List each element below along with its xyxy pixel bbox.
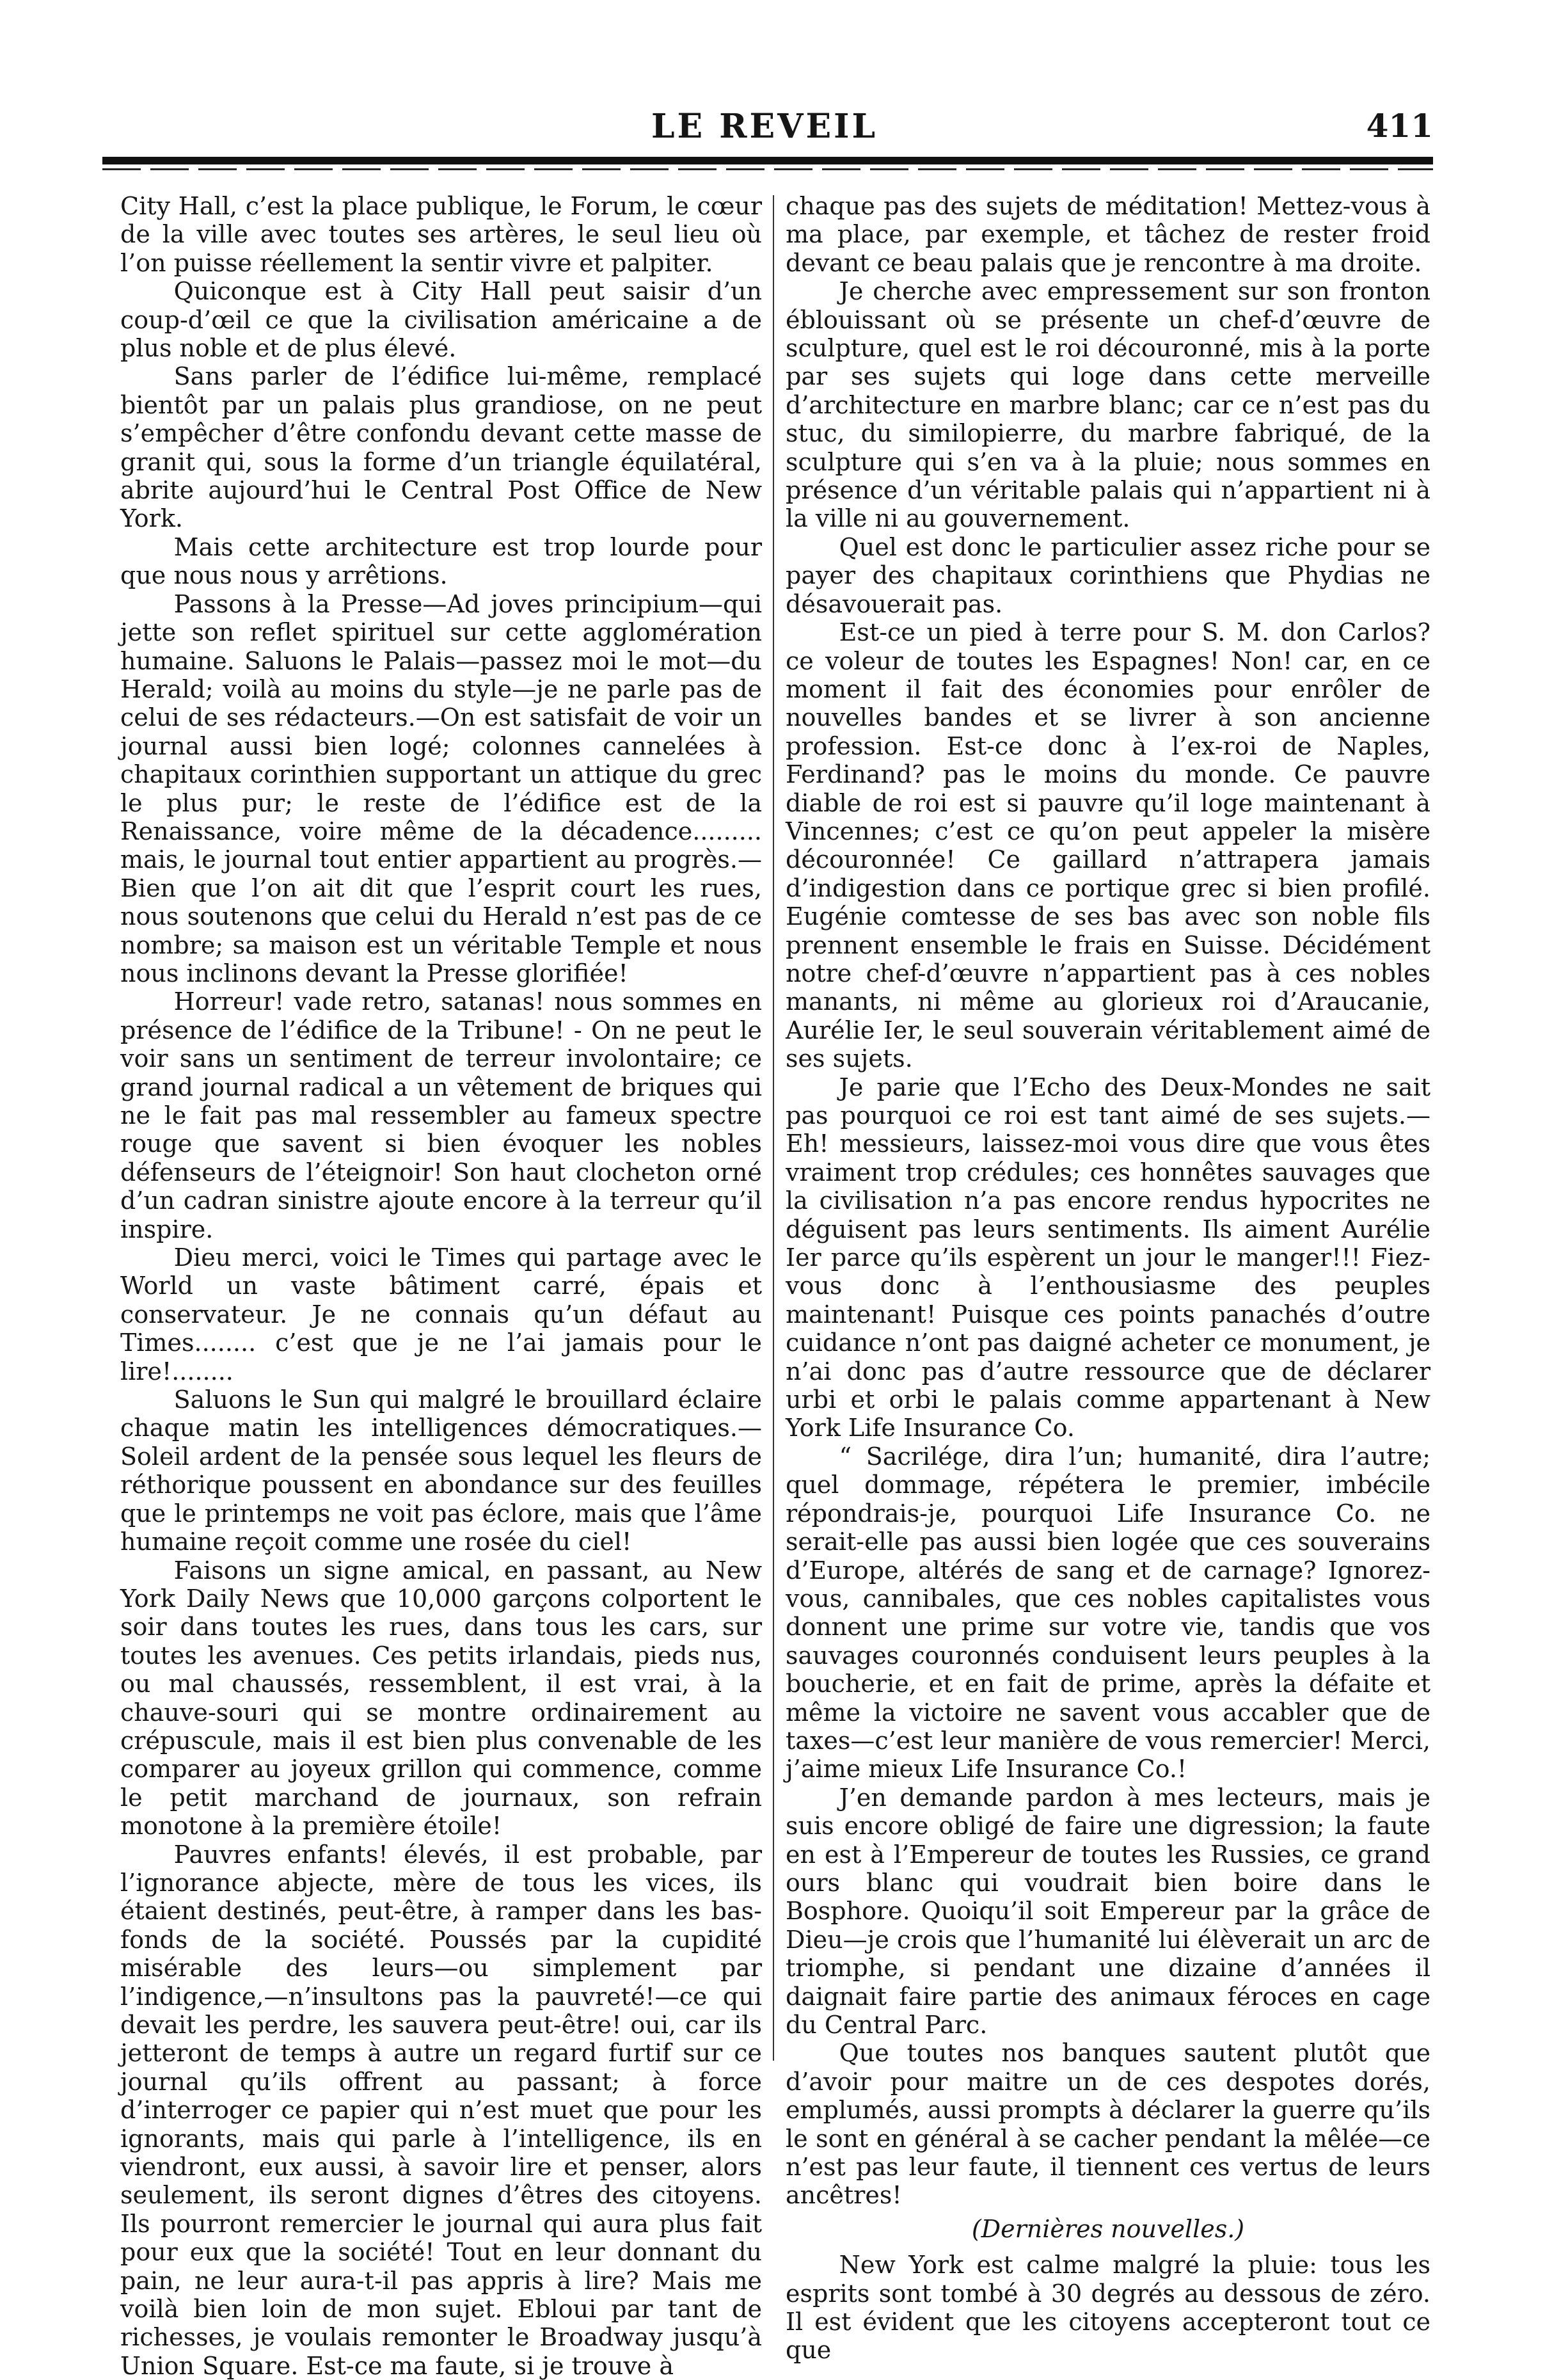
paragraph: “ Sacrilége, dira l’un; humanité, dira l’autre; quel dommage, répétera le premier, imbécile répondrais-je, pourquoi Life Insurance Co. ne serait-elle pas aussi bien logée que ces souverains d’Europe, altérés de sang et de carnage? Ignorez-vous, cannibales, que ces nobles capitalistes vous donnent une prime sur votre vie, tandis que vos sauvages couronnés conduisent leurs peuples à la boucherie, et en fait de prime, après la défaite et même la victoire ne savent vous accabler que de taxes—c’est leur manière de vous remercier! Merci, j’aime mieux Life Insurance Co.!: [786, 1442, 1430, 1784]
section-heading: (Dernières nouvelles.): [971, 2214, 1245, 2243]
header-rule: [102, 157, 1433, 164]
paragraph: Je parie que l’Echo des Deux-Mondes ne sait pas pourquoi ce roi est tant aimé de ses sujets.—Eh! messieurs, laissez-moi vous dire que vous êtes vraiment trop crédules; ces honnêtes sauvages que la civilisation n’a pas encore rendus hypocrites ne déguisent pas leurs sentiments. Ils aiment Aurélie Ier parce qu’ils espèrent un jour le manger!!! Fiez-vous donc à l’enthousiasme des peuples maintenant! Puisque ces points panachés d’outre cuidance n’ont pas daigné acheter ce monument, je n’ai donc pas d’autre ressource que de déclarer urbi et orbi le palais comme appartenant à New York Life Insurance Co.: [786, 1073, 1430, 1442]
paragraph: Pauvres enfants! élevés, il est probable, par l’ignorance abjecte, mère de tous les vices, ils étaient destinés, peut-être, à ramper dans les bas-fonds de la société. Poussés par la cupidité misérable des leurs—ou simplement par l’indigence,—n’insultons pas la pauvreté!—ce qui devait les perdre, les sauvera peut-être! oui, car ils jetteront de temps à autre un regard furtif sur ce journal qu’ils offrent au passant; à force d’interroger ce papier qui n’est muet que pour les ignorants, mais qui parle à l’intelligence, ils en viendront, eux aussi, à savoir lire et penser, alors seulement, ils seront dignes d’êtres des citoyens. Ils pourront remercier le journal qui aura plus fait pour eux que la société! Tout en leur donnant du pain, ne leur aura-t-il pas appris à lire? Mais me voilà bien loin de mon sujet. Ebloui par tant de richesses, je voulais remonter le Broadway jusqu’à Union Square. Est-ce ma faute, si je trouve à: [120, 1840, 762, 2380]
paragraph: Je cherche avec empressement sur son fronton éblouissant où se présente un chef-d’œuvre de sculpture, quel est le roi découronné, mis à la porte par ses sujets qui loge dans cette merveille d’architecture en marbre blanc; car ce n’est pas du stuc, du similopierre, du marbre fabriqué, de la sculpture qui s’en va à la pluie; nous sommes en présence d’un véritable palais qui n’appartient ni à la ville ni au gouvernement.: [786, 277, 1430, 533]
page-header: [96, 93, 1433, 144]
paragraph: Saluons le Sun qui malgré le brouillard éclaire chaque matin les intelligences démocratiques.—Soleil ardent de la pensée sous lequel les fleurs de réthorique poussent en abondance sur des feuilles que le printemps ne voit pas éclore, mais que l’âme humaine reçoit comme une rosée du ciel!: [120, 1386, 762, 1556]
paragraph: Horreur! vade retro, satanas! nous sommes en présence de l’édifice de la Tribune! - On ne peut le voir sans un sentiment de terreur involontaire; ce grand journal radical a un vêtement de briques qui ne le fait pas mal ressembler au fameux spectre rouge que savent si bien évoquer les nobles défenseurs de l’éteignoir! Son haut clocheton orné d’un cadran sinistre ajoute encore à la terreur qu’il inspire.: [120, 987, 762, 1243]
paragraph: New York est calme malgré la pluie: tous les esprits sont tombé à 30 degrés au dessous de zéro. Il est évident que les citoyens accepteront tout ce que: [786, 2251, 1430, 2365]
paragraph: Quiconque est à City Hall peut saisir d’un coup-d’œil ce que la civilisation américaine a de plus noble et de plus élevé.: [120, 277, 762, 363]
paragraph: Mais cette architecture est trop lourde pour que nous nous y arrêtions.: [120, 532, 762, 590]
paragraph: Sans parler de l’édifice lui-même, remplacé bientôt par un palais plus grandiose, on ne peut s’empêcher d’être confondu devant cette masse de granit qui, sous la forme d’un triangle équilatéral, abrite aujourd’hui le Central Post Office de New York.: [120, 362, 762, 533]
paragraph: J’en demande pardon à mes lecteurs, mais je suis encore obligé de faire une digression; la faute en est à l’Empereur de toutes les Russies, ce grand ours blanc qui voudrait bien boire dans le Bosphore. Quoiqu’il soit Empereur par la grâce de Dieu—je crois que l’humanité lui élèverait un arc de triomphe, si pendant une dizaine d’années il daignait faire partie des animaux féroces en cage du Central Parc.: [786, 1783, 1430, 2039]
paragraph: Passons à la Presse—Ad joves principium—qui jette son reflet spirituel sur cette agglomération humaine. Saluons le Palais—passez moi le mot—du Herald; voilà au moins du style—je ne parle pas de celui de ses rédacteurs.—On est satisfait de voir un journal aussi bien logé; colonnes cannelées à chapitaux corinthien supportant un attique du grec le plus pur; le reste de l’édifice est de la Renaissance, voire même de la décadence......... mais, le journal tout entier appartient au progrès.—Bien que l’on ait dit que l’esprit court les rues, nous soutenons que celui du Herald n’est pas de ce nombre; sa maison est un véritable Temple et nous nous inclinons devant la Presse glorifiée!: [120, 589, 762, 987]
paragraph: chaque pas des sujets de méditation! Mettez-vous à ma place, par exemple, et tâchez de rester froid devant ce beau palais que je rencontre à ma droite.: [786, 192, 1430, 277]
paragraph: Que toutes nos banques sautent plutôt que d’avoir pour maitre un de ces despotes dorés, emplumés, aussi prompts à déclarer la guerre qu’ils le sont en général à se cacher pendant la mêlée—ce n’est pas leur faute, il tiennent ces vertus de leurs ancêtres!: [786, 2039, 1430, 2210]
paragraph: Dieu merci, voici le Times qui partage avec le World un vaste bâtiment carré, épais et conservateur. Je ne connais qu’un défaut au Times........ c’est que je ne l’ai jamais pour le lire!........: [120, 1243, 762, 1386]
column-divider: [773, 195, 774, 2061]
page-number: 411: [1366, 107, 1433, 145]
running-title: LE REVEIL: [651, 107, 878, 146]
paragraph: Est-ce un pied à terre pour S. M. don Carlos? ce voleur de toutes les Espagnes! Non! car, en ce moment il fait des économies pour enrôler de nouvelles bandes et se livrer à son ancienne profession. Est-ce donc à l’ex-roi de Naples, Ferdinand? pas le moins du monde. Ce pauvre diable de roi est si pauvre qu’il loge maintenant à Vincennes; c’est ce qu’on peut appeler la misère découronnée! Ce gaillard n’attrapera jamais d’indigestion dans ce portique grec si bien profilé. Eugénie comtesse de ses bas avec son noble fils prennent ensemble le frais en Suisse. Décidément notre chef-d’œuvre n’appartient pas à ces nobles manants, ni même au glorieux roi d’Araucanie, Aurélie Ier, le seul souverain véritablement aimé de ses sujets.: [786, 618, 1430, 1073]
paragraph: Quel est donc le particulier assez riche pour se payer des chapitaux corinthiens que Phydias ne désavouerait pas.: [786, 532, 1430, 618]
paragraph: City Hall, c’est la place publique, le Forum, le cœur de la ville avec toutes ses artères, le seul lieu où l’on puisse réellement la sentir vivre et palpiter.: [120, 192, 762, 277]
header-rule-dashed: [102, 168, 1433, 170]
left-column: [120, 192, 762, 2380]
right-column: [786, 192, 1430, 2365]
paragraph: Faisons un signe amical, en passant, au New York Daily News que 10,000 garçons colportent le soir dans toutes les rues, dans tous les cars, sur toutes les avenues. Ces petits irlandais, pieds nus, ou mal chaussés, ressemblent, il est vrai, à la chauve-souri qui se montre ordinairement au crépuscule, mais il est bien plus convenable de les comparer au joyeux grillon qui commence, comme le petit marchand de journaux, son refrain monotone à la première étoile!: [120, 1556, 762, 1841]
